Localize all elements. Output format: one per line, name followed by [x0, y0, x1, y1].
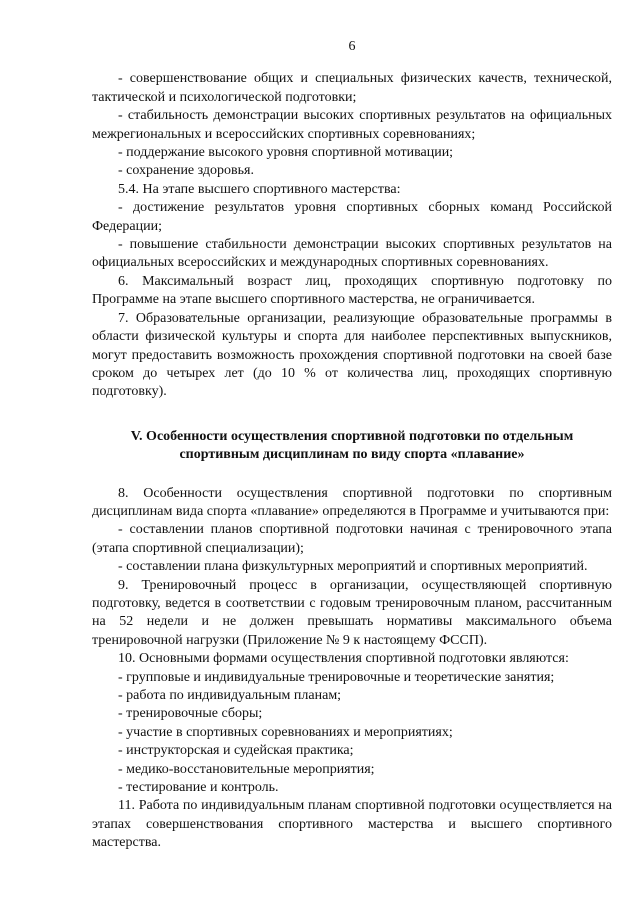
- list-item: - работа по индивидуальным планам;: [118, 688, 342, 703]
- section-heading-line: спортивным дисциплинам по виду спорта «плавание»: [179, 447, 525, 463]
- paragraph: - стабильность демонстрации высоких спортивных результатов на официальных межрегиональных и всероссийских спортивных соревнованиях;: [92, 108, 612, 142]
- paragraph: - сохранение здоровья.: [118, 163, 254, 179]
- paragraph: 9. Тренировочный процесс в организации, осуществляющей спортивную подготовку, ведется в соответствии с годовым тренировочным планом, рассчитанным на 52 недели и не должен превышать нормативы максимального объема тренировочной нагрузки (Приложение № 9 к настоящему ФССП).: [92, 577, 612, 648]
- list-item: - тестирование и контроль.: [118, 780, 279, 796]
- paragraph: 5.4. На этапе высшего спортивного мастерства:: [118, 181, 401, 197]
- section-heading: [92, 428, 612, 465]
- list-item: - групповые и индивидуальные тренировочные и теоретические занятия;: [118, 669, 555, 685]
- paragraph: - совершенствование общих и специальных физических качеств, технической, тактической и психологической подготовки;: [92, 71, 612, 105]
- paragraph: - составлении планов спортивной подготовки начиная с тренировочного этапа (этапа спортивной специализации);: [92, 522, 612, 556]
- section-heading-line: V. Особенности осуществления спортивной подготовки по отдельным: [130, 428, 574, 444]
- paragraph: 7. Образовательные организации, реализующие образовательные программы в области физической культуры и спорта для наиболее перспективных выпускников, могут предоставить возможность прохождения спортивной подготовки на своей базе сроком до четырех лет (до 10 % от количества лиц, проходящих спортивную подготовку).: [92, 310, 612, 400]
- list-item: - тренировочные сборы;: [118, 706, 263, 722]
- paragraph: 10. Основными формами осуществления спортивной подготовки являются:: [118, 651, 569, 667]
- page-number: 6: [348, 39, 356, 54]
- paragraph: 8. Особенности осуществления спортивной подготовки по спортивным дисциплинам вида спорта «плавание» определяются в Программе и учитываются при:: [92, 485, 612, 519]
- paragraph: - поддержание высокого уровня спортивной мотивации;: [118, 145, 454, 161]
- paragraph: 11. Работа по индивидуальным планам спортивной подготовки осуществляется на этапах совершенствования спортивного мастерства и высшего спортивного мастерства.: [92, 798, 612, 851]
- paragraph: - составлении плана физкультурных мероприятий и спортивных мероприятий.: [118, 559, 588, 575]
- paragraph: - достижение результатов уровня спортивных сборных команд Российской Федерации;: [92, 200, 612, 234]
- list-item: - инструкторская и судейская практика;: [118, 743, 354, 759]
- paragraph: - повышение стабильности демонстрации высоких спортивных результатов на официальных всероссийских и международных спортивных соревнованиях.: [92, 237, 612, 271]
- list-item: - медико-восстановительные мероприятия;: [118, 761, 375, 777]
- paragraph: 6. Максимальный возраст лиц, проходящих спортивную подготовку по Программе на этапе высшего спортивного мастерства, не ограничивается.: [92, 273, 612, 308]
- list-item: - участие в спортивных соревнованиях и мероприятиях;: [118, 724, 453, 740]
- document-page: [92, 38, 612, 853]
